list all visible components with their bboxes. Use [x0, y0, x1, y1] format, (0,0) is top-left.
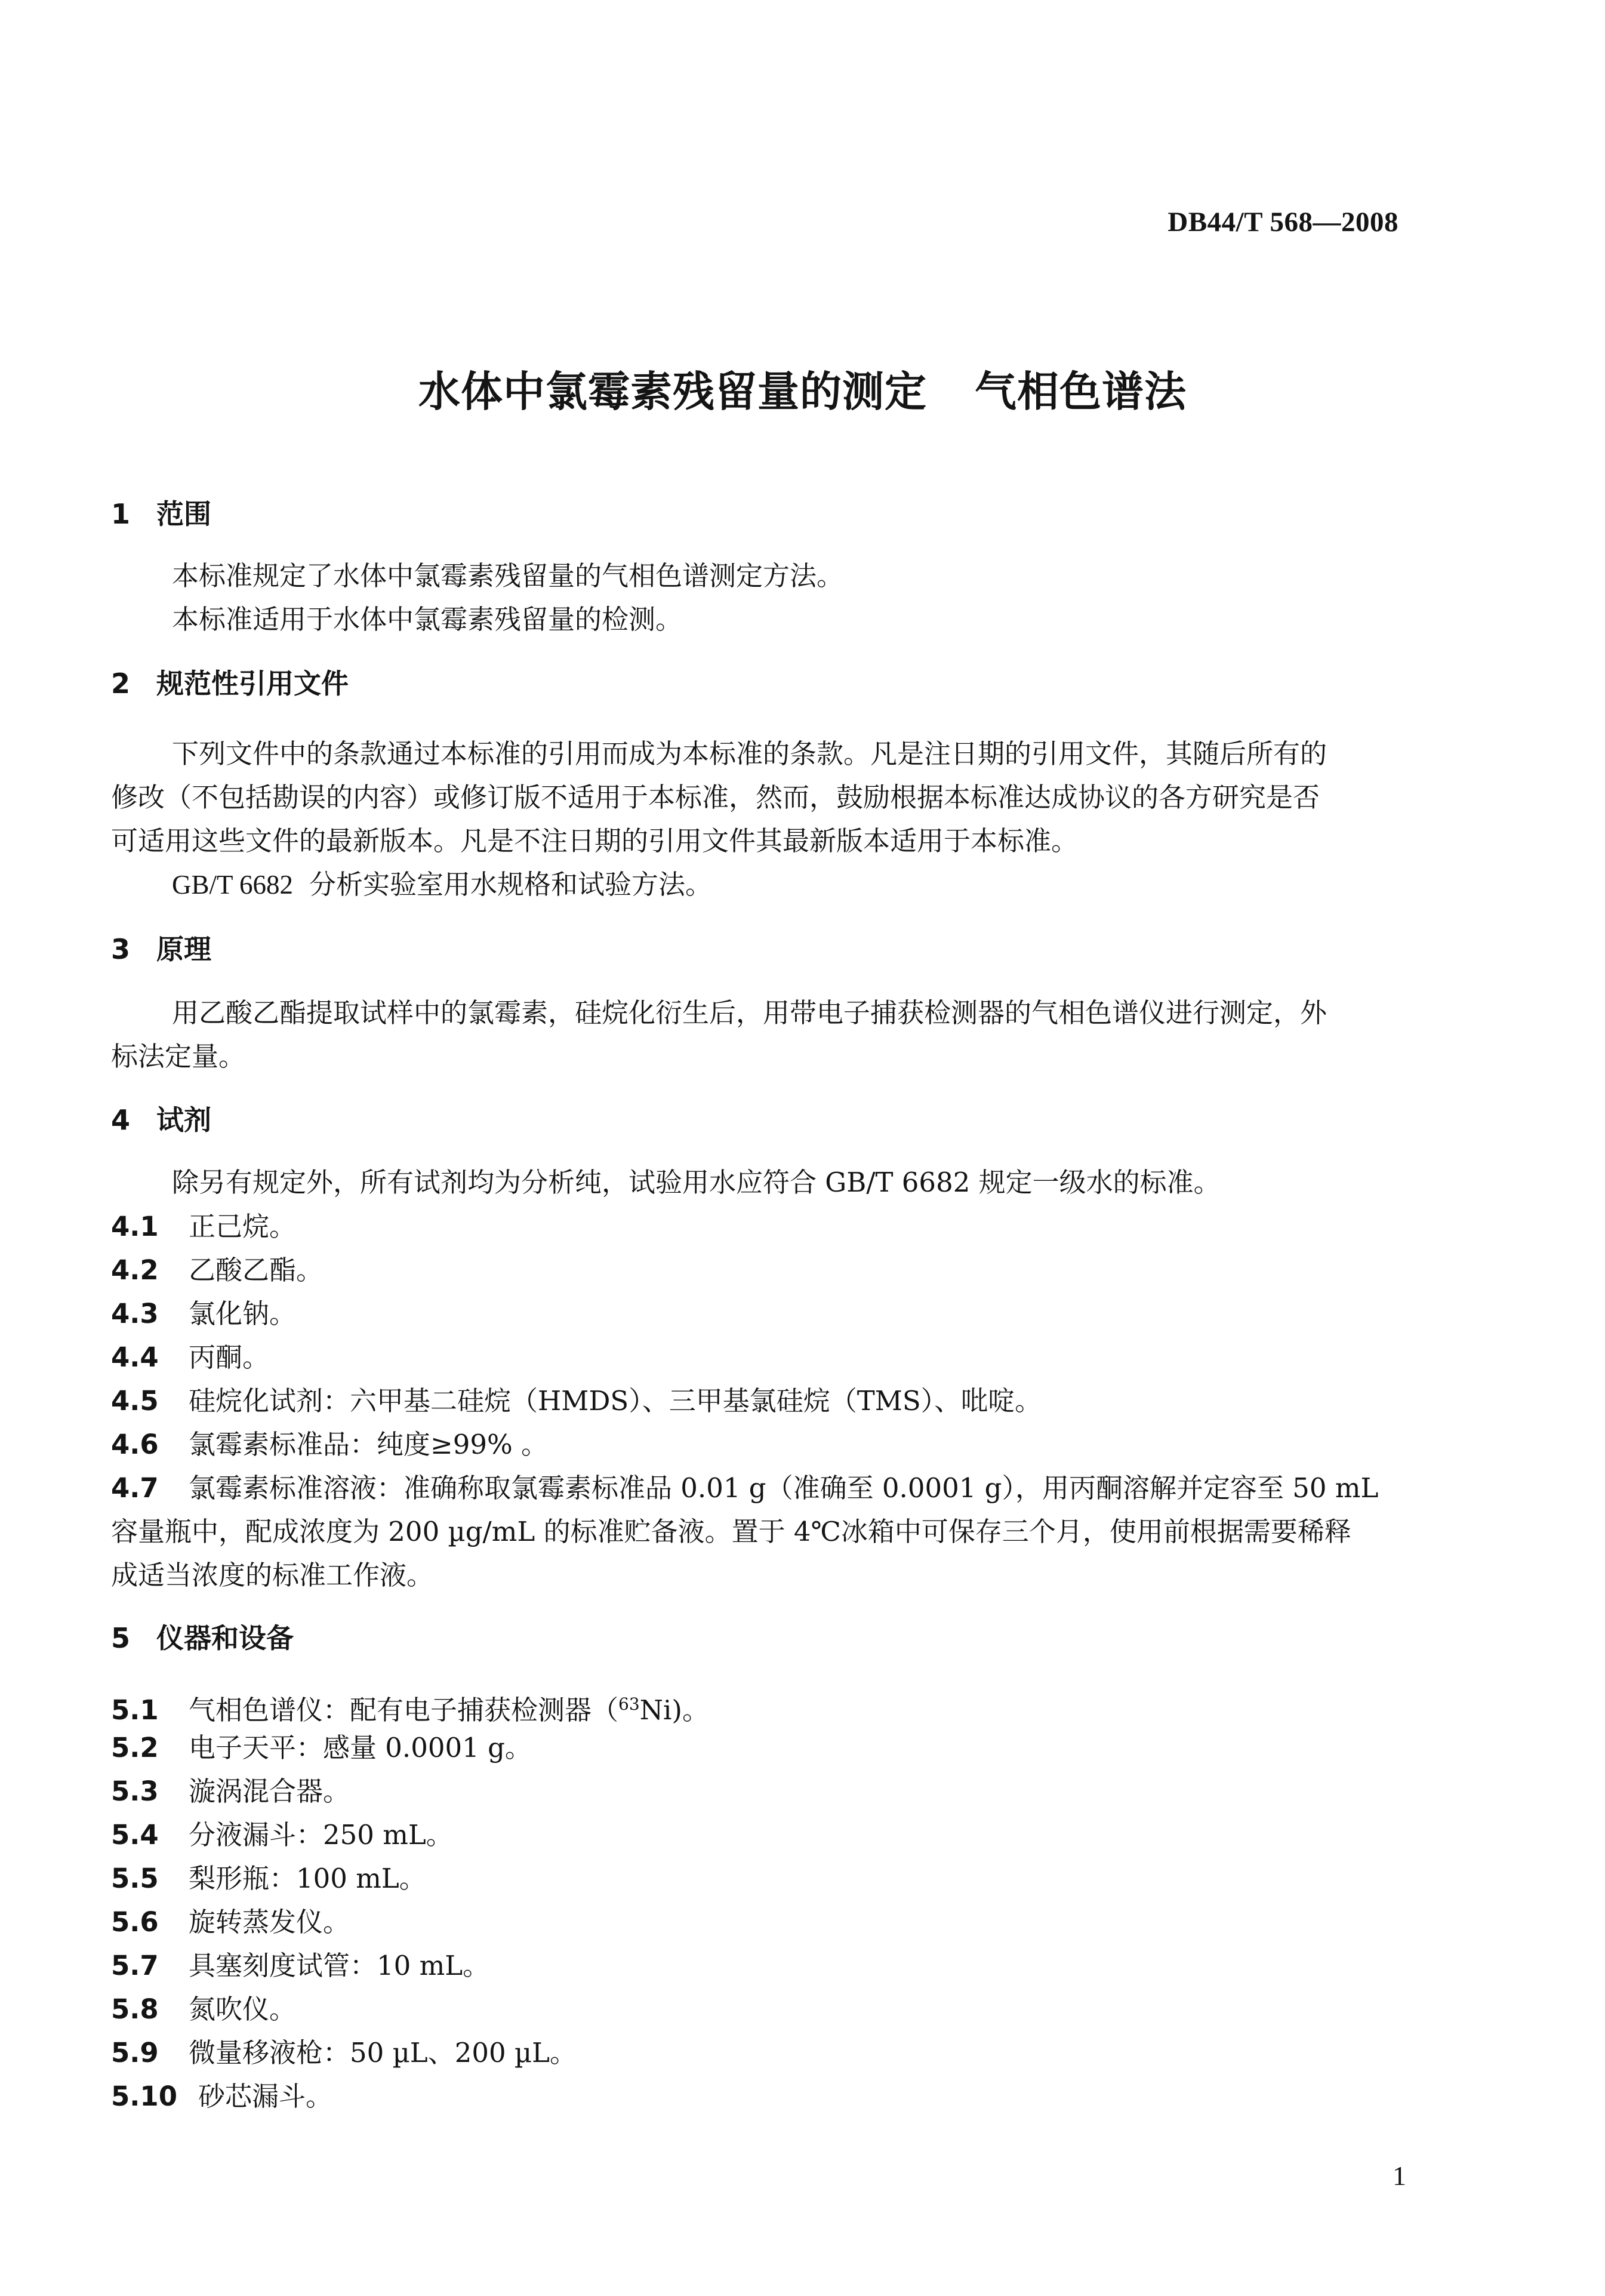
list-item	[111, 2031, 1406, 2075]
list-item	[111, 1857, 1406, 1900]
item-text: 硅烷化试剂：六甲基二硅烷（HMDS）、三甲基氯硅烷（TMS）、吡啶。	[189, 1385, 1042, 1417]
paragraph: 除另有规定外，所有试剂均为分析纯，试验用水应符合 GB/T 6682 规定一级水的标准。	[172, 1167, 1221, 1198]
item-text: 分液漏斗：250 mL。	[189, 1819, 453, 1851]
isotope-superscript: 63	[618, 1694, 640, 1714]
section-heading-scope	[111, 496, 1406, 532]
title-sub: 气相色谱法	[975, 367, 1187, 416]
section-heading-principle	[111, 931, 1406, 967]
list-item	[111, 1466, 1406, 1510]
standard-code: DB44/T 568—2008	[1167, 207, 1398, 238]
item-number: 5.10	[111, 2080, 178, 2112]
list-item-continuation: 成适当浓度的标准工作液。	[111, 1559, 434, 1591]
section-number: 1	[111, 498, 131, 530]
item-text: 氯化钠。	[189, 1298, 297, 1329]
section-number: 4	[111, 1104, 131, 1136]
page-number: 1	[1393, 2160, 1406, 2191]
item-text: 氮吹仪。	[189, 1993, 297, 2025]
list-item	[111, 1292, 1406, 1335]
section-number: 3	[111, 933, 131, 965]
item-number: 4.1	[111, 1211, 159, 1242]
item-number: 4.2	[111, 1254, 159, 1286]
item-text: 旋转蒸发仪。	[189, 1906, 350, 1938]
section-title: 范围	[156, 498, 211, 530]
list-item	[111, 1682, 1406, 1732]
list-item-continuation: 容量瓶中，配成浓度为 200 µg/mL 的标准贮备液。置于 4℃冰箱中可保存三个月，使用前根据需要稀释	[111, 1516, 1351, 1547]
section-heading-apparatus	[111, 1620, 1406, 1656]
paragraph-line: 标法定量。	[111, 1041, 246, 1072]
list-item	[111, 1423, 1406, 1466]
section-heading-reagents	[111, 1102, 1406, 1138]
section-title: 规范性引用文件	[156, 667, 349, 700]
section-title: 仪器和设备	[156, 1622, 294, 1654]
item-text: 乙酸乙酯。	[189, 1254, 324, 1286]
list-item	[111, 1379, 1406, 1423]
list-item	[111, 1944, 1406, 1987]
item-number: 5.1	[111, 1694, 159, 1726]
item-text: 氯霉素标准溶液：准确称取氯霉素标准品 0.01 g（准确至 0.0001 g），用丙酮溶解并定容至 50 mL	[189, 1472, 1379, 1504]
section-heading-normative-references	[111, 666, 1406, 701]
item-number: 5.7	[111, 1950, 159, 1981]
paragraph-line: 修改（不包括勘误的内容）或修订版不适用于本标准，然而，鼓励根据本标准达成协议的各方研究是否	[111, 781, 1320, 813]
item-text: 具塞刻度试管：10 mL。	[189, 1950, 490, 1981]
item-number: 5.6	[111, 1906, 159, 1938]
item-text: 梨形瓶：100 mL。	[189, 1863, 426, 1894]
item-number: 5.9	[111, 2037, 159, 2069]
item-number: 4.4	[111, 1341, 159, 1373]
item-number: 4.3	[111, 1298, 159, 1329]
paragraph-line: 用乙酸乙酯提取试样中的氯霉素，硅烷化衍生后，用带电子捕获检测器的气相色谱仪进行测定，外	[172, 997, 1327, 1029]
section-number: 2	[111, 667, 131, 700]
item-text: Ni)。	[639, 1694, 709, 1726]
item-number: 5.5	[111, 1863, 159, 1894]
item-text: 丙酮。	[189, 1341, 270, 1373]
section-title: 原理	[156, 933, 211, 965]
title-main: 水体中氯霉素残留量的测定	[418, 367, 927, 416]
item-text: 漩涡混合器。	[189, 1775, 350, 1807]
item-number: 5.2	[111, 1732, 159, 1763]
list-item	[111, 1726, 1406, 1769]
paragraph-line: 可适用这些文件的最新版本。凡是不注日期的引用文件其最新版本适用于本标准。	[111, 825, 1079, 857]
list-item	[111, 2075, 1406, 2118]
document-title	[0, 358, 1605, 418]
item-text: 正己烷。	[189, 1211, 297, 1242]
item-text: 气相色谱仪：配有电子捕获检测器（	[189, 1694, 619, 1726]
reference-code: GB/T 6682	[172, 870, 293, 900]
item-number: 4.7	[111, 1472, 159, 1504]
paragraph: 本标准规定了水体中氯霉素残留量的气相色谱测定方法。	[172, 560, 844, 592]
item-number: 5.4	[111, 1819, 159, 1851]
list-item	[111, 1813, 1406, 1857]
list-item	[111, 1987, 1406, 2031]
list-item	[111, 1335, 1406, 1379]
item-number: 4.5	[111, 1385, 159, 1417]
item-number: 5.8	[111, 1993, 159, 2025]
item-text: 微量移液枪：50 µL、200 µL。	[189, 2037, 577, 2069]
list-item	[111, 1769, 1406, 1813]
reference-title: 分析实验室用水规格和试验方法。	[309, 869, 713, 900]
item-number: 4.6	[111, 1429, 159, 1460]
item-text: 氯霉素标准品：纯度≥99% 。	[189, 1429, 549, 1460]
paragraph-line: 下列文件中的条款通过本标准的引用而成为本标准的条款。凡是注日期的引用文件，其随后所有的	[172, 738, 1327, 770]
list-item	[111, 1900, 1406, 1944]
item-number: 5.3	[111, 1775, 159, 1807]
item-text: 砂芯漏斗。	[198, 2080, 333, 2112]
list-item	[111, 1205, 1406, 1248]
list-item	[111, 1248, 1406, 1292]
section-title: 试剂	[156, 1104, 211, 1136]
reference-entry	[111, 863, 1467, 907]
paragraph: 本标准适用于水体中氯霉素残留量的检测。	[172, 604, 683, 635]
section-number: 5	[111, 1622, 131, 1654]
item-text: 电子天平：感量 0.0001 g。	[189, 1732, 532, 1763]
